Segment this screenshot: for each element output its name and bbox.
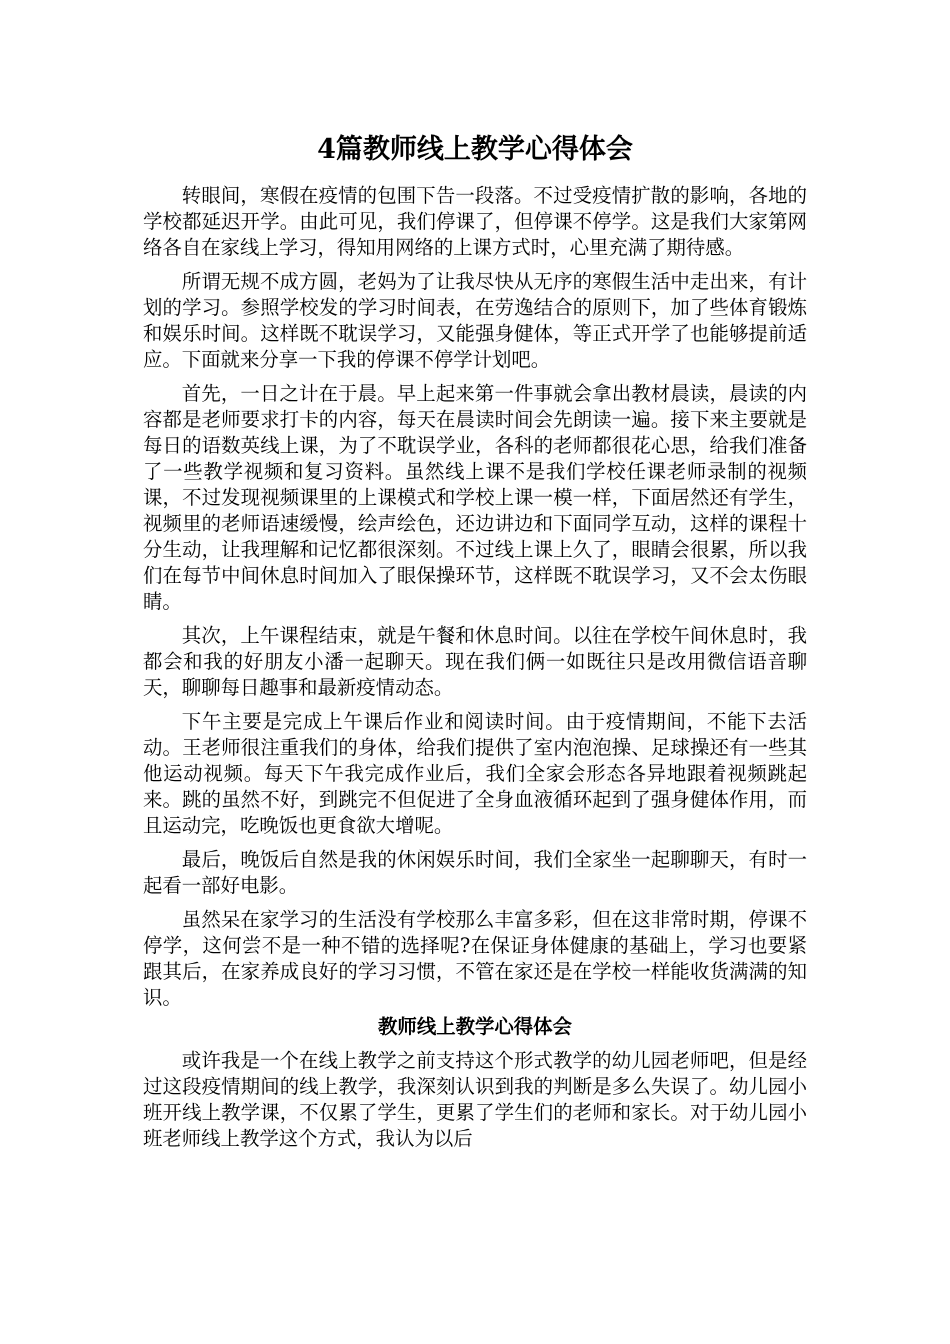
paragraph-7: 虽然呆在家学习的生活没有学校那么丰富多彩，但在这非常时期，停课不停学，这何尝不是一种不错的选择呢?在保证身体健康的基础上，学习也要紧跟其后，在家养成良好的学习习惯，不管在家还是在学校一样能收货满满的知识。 [143, 908, 807, 1009]
paragraph-6: 最后，晚饭后自然是我的休闲娱乐时间，我们全家坐一起聊聊天，有时一起看一部好电影。 [143, 848, 807, 897]
paragraph-3: 首先，一日之计在于晨。早上起来第一件事就会拿出教材晨读，晨读的内容都是老师要求打卡的内容，每天在晨读时间会先朗读一遍。接下来主要就是每日的语数英线上课，为了不耽误学业，各科的老师都很花心思，给我们准备了一些教学视频和复习资料。虽然线上课不是我们学校任课老师录制的视频课，不过发现视频课里的上课模式和学校上课一模一样，下面居然还有学生，视频里的老师语速缓慢，绘声绘色，还边讲边和下面同学互动，这样的课程十分生动，让我理解和记忆都很深刻。不过线上课上久了，眼睛会很累，所以我们在每节中间休息时间加入了眼保操环节，这样既不耽误学习，又不会太伤眼睛。 [143, 382, 807, 613]
document-title: 4篇教师线上教学心得体会 [317, 134, 633, 165]
section-title: 教师线上教学心得体会 [378, 1015, 572, 1038]
section-paragraph-1: 或许我是一个在线上教学之前支持这个形式教学的幼儿园老师吧，但是经过这段疫情期间的线上教学，我深刻认识到我的判断是多么失误了。幼儿园小班开线上教学课，不仅累了学生，更累了学生们的老师和家长。对于幼儿园小班老师线上教学这个方式，我认为以后 [143, 1049, 807, 1150]
paragraph-4: 其次，上午课程结束，就是午餐和休息时间。以往在学校午间休息时，我都会和我的好朋友小潘一起聊天。现在我们俩一如既往只是改用微信语音聊天，聊聊每日趣事和最新疫情动态。 [143, 624, 807, 699]
paragraph-1: 转眼间，寒假在疫情的包围下告一段落。不过受疫情扩散的影响，各地的学校都延迟开学。由此可见，我们停课了，但停课不停学。这是我们大家第网络各自在家线上学习，得知用网络的上课方式时，心里充满了期待感。 [143, 184, 807, 259]
paragraph-2: 所谓无规不成方圆，老妈为了让我尽快从无序的寒假生活中走出来，有计划的学习。参照学校发的学习时间表，在劳逸结合的原则下，加了些体育锻炼和娱乐时间。这样既不耽误学习，又能强身健体，等正式开学了也能够提前适应。下面就来分享一下我的停课不停学计划吧。 [143, 270, 807, 371]
paragraph-5: 下午主要是完成上午课后作业和阅读时间。由于疫情期间，不能下去活动。王老师很注重我们的身体，给我们提供了室内泡泡操、足球操还有一些其他运动视频。每天下午我完成作业后，我们全家会形态各异地跟着视频跳起来。跳的虽然不好，到跳完不但促进了全身血液循环起到了强身健体作用，而且运动完，吃晚饭也更食欲大增呢。 [143, 710, 807, 837]
document-body [143, 183, 807, 1160]
